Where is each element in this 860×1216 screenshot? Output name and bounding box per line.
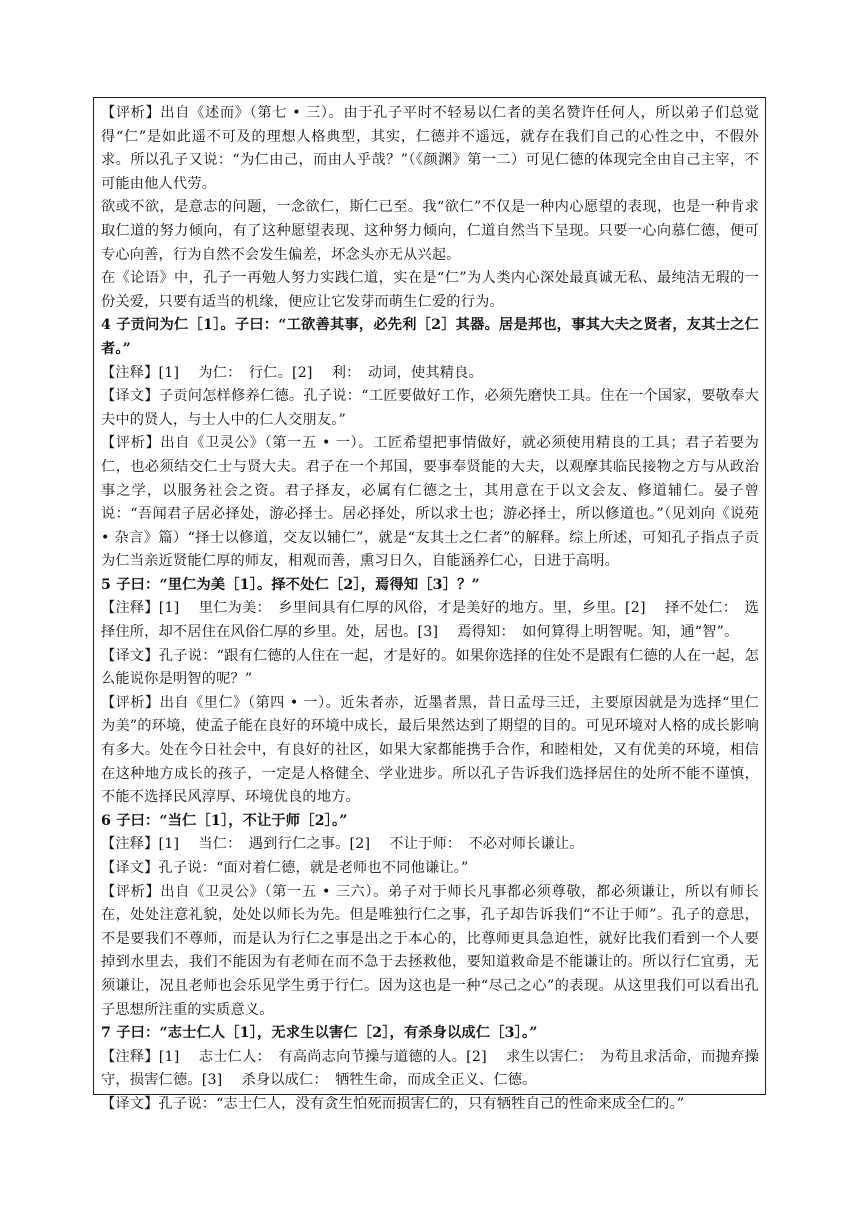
notes-paragraph: 【注释】[1] 当仁： 遇到行仁之事。[2] 不让于师： 不必对师长谦让。	[101, 836, 584, 853]
section-heading: 6 子曰：“当仁［1］，不让于师［2］。”	[101, 812, 348, 829]
analysis-paragraph: 【评析】出自《卫灵公》（第一五 • 一）。工匠希望把事情做好，就必须使用精良的工具；君子若要为仁，也必须结交仁士与贤大夫。君子在一个邦国，要事奉贤能的大夫，以观摩其临民接物之方与从政治事之学，以服务社会之资。君子择友，必属有仁德之士，其用意在于以文会友、修道辅仁。晏子曾说：“吾闻君子居必择处，游必择士。居必择处，所以求士也；游必择士，所以修道也。”（见刘向《说苑 • 杂言》篇）“择士以修道，交友以辅仁”，就是“友其士之仁者”的解释。综上所述，可知孔子指点子贡为仁当亲近贤能仁厚的师友，相观而善，熏习日久，自能涵养仁心，日进于高明。	[101, 435, 759, 570]
body-paragraph: 在《论语》中，孔子一再勉人努力实践仁道，实在是“仁”为人类内心深处最真诚无私、最纯洁无瑕的一份关爱，只要有适当的机缘，便应让它发芽而萌生仁爱的行为。	[101, 270, 759, 310]
translation-paragraph: 【译文】子贡问怎样修养仁德。孔子说：“工匠要做好工作，必须先磨快工具。住在一个国家，要敬奉大夫中的贤人，与士人中的仁人交朋友。”	[101, 388, 759, 428]
notes-paragraph: 【注释】[1] 里仁为美： 乡里间具有仁厚的风俗，才是美好的地方。里，乡里。[2] 择不处仁： 选择住所，却不居住在风俗仁厚的乡里。处，居也。[3] 焉得知： 如何算得上明智呢。知，通“智”。	[101, 600, 759, 641]
analysis-paragraph: 【评析】出自《卫灵公》（第一五 • 三六）。弟子对于师长凡事都必须尊敬，都必须谦让，所以有师长在，处处注意礼貌，处处以师长为先。但是唯独行仁之事，孔子却告诉我们“不让于师”。孔子的意思，不是要我们不尊师，而是认为行仁之事是出之于本心的，比尊师更具急迫性，就好比我们看到一个人要掉到水里去，我们不能因为有老师在而不急于去拯救他，要知道救命是不能谦让的。所以行仁宜勇，无须谦让，况且老师也会乐见学生勇于行仁。因为这也是一种“尽己之心”的表现。从这里我们可以看出孔子思想所注重的实质意义。	[101, 883, 759, 1018]
analysis-paragraph: 【评析】出自《述而》（第七 • 三）。由于孔子平时不轻易以仁者的美名赞许任何人，所以弟子们总觉得“仁”是如此遥不可及的理想人格典型，其实，仁德并不遥远，就存在我们自己的心性之中，不假外求。所以孔子又说：“为仁由己，而由人乎哉？”（《颜渊》第一二）可见仁德的体现完全由自己主宰，不可能由他人代劳。	[101, 105, 759, 192]
section-heading: 7 子曰：“志士仁人［1］，无求生以害仁［2］，有杀身以成仁［3］。”	[101, 1025, 538, 1042]
notes-paragraph: 【注释】[1] 为仁： 行仁。[2] 利： 动词，使其精良。	[101, 364, 483, 381]
section-heading: 5 子曰：“里仁为美［1］。择不处仁［2］，焉得知［3］？”	[101, 576, 480, 593]
notes-paragraph: 【注释】[1] 志士仁人： 有高尚志向节操与道德的人。[2] 求生以害仁： 为苟且求活命，而抛弃操守，损害仁德。[3] 杀身以成仁： 牺牲生命，而成全正义、仁德。	[101, 1048, 759, 1089]
body-paragraph: 欲或不欲，是意志的问题，一念欲仁，斯仁已至。我“欲仁”不仅是一种内心愿望的表现，也是一种肯求取仁道的努力倾向，有了这种愿望表现、这种努力倾向，仁道自然当下呈现。只要一心向慕仁德，便可专心向善，行为自然不会发生偏差，坏念头亦无从兴起。	[101, 199, 759, 263]
translation-paragraph: 【译文】孔子说：“跟有仁德的人住在一起，才是好的。如果你选择的住处不是跟有仁德的人在一起，怎么能说你是明智的呢？”	[101, 647, 759, 688]
document-frame	[93, 97, 766, 1112]
section-heading: 4 子贡问为仁［1］。子曰：“工欲善其事，必先利［2］其器。居是邦也，事其大夫之贤者，友其士之仁者。”	[101, 317, 759, 357]
analysis-paragraph: 【评析】出自《里仁》（第四 • 一）。近朱者赤，近墨者黑，昔日孟母三迁，主要原因就是为选择“里仁为美”的环境，使孟子能在良好的环境中成长，最后果然达到了期望的目的。可见环境对人格的成长影响有多大。处在今日社会中，有良好的社区，如果大家都能携手合作，和睦相处，又有优美的环境，相信在这种地方成长的孩子，一定是人格健全、学业进步。所以孔子告诉我们选择居住的处所不能不谨慎，不能不选择民风淳厚、环境优良的地方。	[101, 694, 759, 806]
translation-paragraph: 【译文】孔子说：“志士仁人，没有贪生怕死而损害仁的，只有牺牲自己的性命来成全仁的。”	[101, 1095, 685, 1112]
translation-paragraph: 【译文】孔子说：“面对着仁德，就是老师也不同他谦让。”	[101, 860, 469, 876]
